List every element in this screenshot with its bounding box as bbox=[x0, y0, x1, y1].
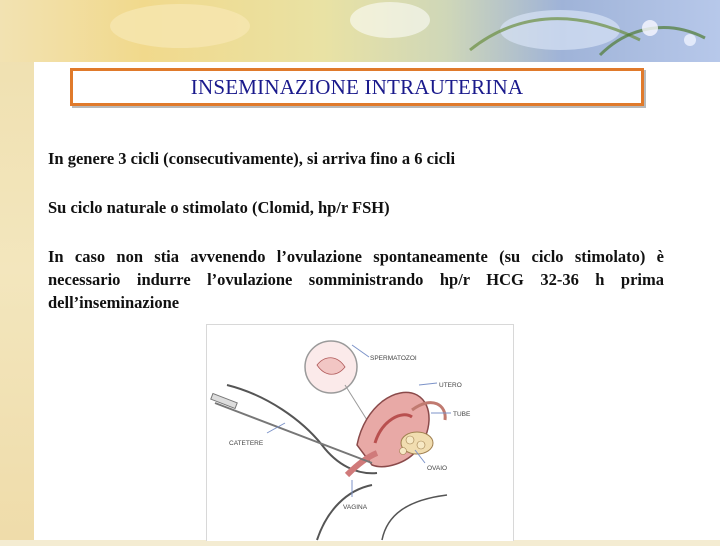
paragraph-cycles: In genere 3 cicli (consecutivamente), si arriva fino a 6 cicli bbox=[48, 149, 456, 168]
label-utero: UTERO bbox=[439, 382, 462, 389]
insemination-diagram bbox=[206, 324, 514, 541]
decorative-top-banner bbox=[0, 0, 720, 62]
label-catetere: CATETERE bbox=[229, 440, 264, 447]
label-vagina: VAGINA bbox=[343, 504, 368, 511]
anatomy-illustration bbox=[207, 325, 513, 541]
paragraph-ovulation: In caso non stia avvenendo l’ovulazione spontaneamente (su ciclo stimolato) è necessario indurre l’ovulazione somministrando hp/r HCG 32-36 h prima dell’inseminazione bbox=[48, 247, 664, 312]
label-ovaio: OVAIO bbox=[427, 465, 448, 472]
title-box bbox=[70, 68, 644, 106]
label-spermatozoi: SPERMATOZOI bbox=[370, 355, 417, 362]
slide-title: INSEMINAZIONE INTRAUTERINA bbox=[190, 74, 524, 99]
floral-decoration-icon bbox=[0, 0, 720, 62]
paragraph-cycle-type: Su ciclo naturale o stimolato (Clomid, hp/r FSH) bbox=[48, 198, 390, 217]
label-tube: TUBE bbox=[453, 411, 471, 418]
decorative-left-strip bbox=[0, 0, 34, 540]
